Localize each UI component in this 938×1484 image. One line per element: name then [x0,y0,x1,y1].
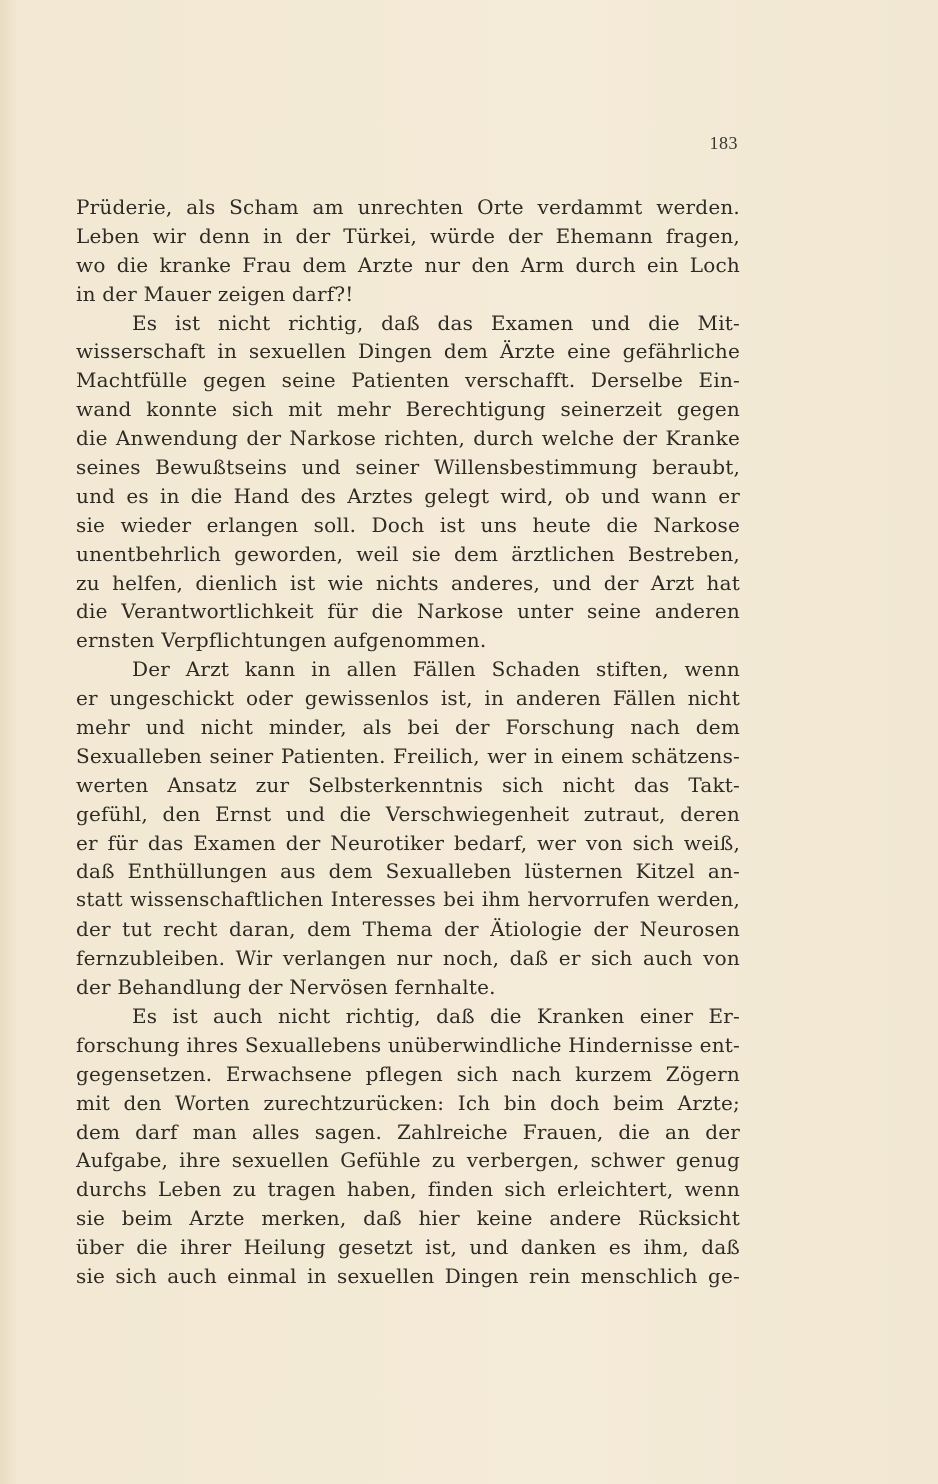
text-line: dem darf man alles sagen. Zahlreiche Frauen, die an der [76,1119,740,1144]
paragraph-start-line: Es ist nicht richtig, daß das Examen und die Mit- [132,310,740,335]
text-line: forschung ihres Sexuallebens unüberwindliche Hindernisse ent- [76,1032,740,1057]
text-line: wisserschaft in sexuellen Dingen dem Ärzte eine gefährliche [76,339,740,364]
text-line: Machtfülle gegen seine Patienten verschafft. Derselbe Ein- [76,368,740,393]
text-line: der Behandlung der Nervösen fernhalte. [76,975,496,1000]
text-line: und es in die Hand des Arztes gelegt wird, ob und wann er [76,483,740,508]
text-line: Sexualleben seiner Patienten. Freilich, wer in einem schätzens- [76,743,740,768]
text-line: über die ihrer Heilung gesetzt ist, und danken es ihm, daß [76,1235,740,1260]
text-line: Prüderie, als Scham am unrechten Orte verdammt werden. [76,195,740,219]
text-line: seines Bewußtseins und seiner Willensbestimmung beraubt, [76,455,740,480]
paragraph-start-line: Der Arzt kann in allen Fällen Schaden stiften, wenn [132,657,740,682]
text-line: in der Mauer zeigen darf?! [76,281,354,306]
text-line: sie wieder erlangen soll. Doch ist uns heute die Narkose [76,512,740,537]
text-line: gefühl, den Ernst und die Verschwiegenheit zutraut, deren [76,801,740,826]
text-line: die Anwendung der Narkose richten, durch welche der Kranke [76,426,740,451]
text-line: sie beim Arzte merken, daß hier keine andere Rücksicht [76,1206,740,1231]
text-line: er ungeschickt oder gewissenlos ist, in anderen Fällen nicht [76,686,740,711]
text-line: statt wissenschaftlichen Interesses bei ihm hervorrufen werden, [76,888,740,912]
text-line: mehr und nicht minder, als bei der Forschung nach dem [76,715,740,740]
text-line: Aufgabe, ihre sexuellen Gefühle zu verbergen, schwer genug [76,1148,740,1173]
text-line: unentbehrlich geworden, weil sie dem ärztlichen Bestreben, [76,541,740,566]
text-line: sie sich auch einmal in sexuellen Dingen rein menschlich ge- [76,1263,740,1288]
text-line: die Verantwortlichkeit für die Narkose unter seine anderen [76,599,740,624]
text-line: ernsten Verpflichtungen aufgenommen. [76,628,487,653]
text-line: mit den Worten zurechtzurücken: Ich bin doch beim Arzte; [76,1090,740,1115]
text-line: zu helfen, dienlich ist wie nichts anderes, und der Arzt hat [76,570,740,595]
text-line: fernzubleiben. Wir verlangen nur noch, daß er sich auch von [76,946,740,971]
text-line: gegensetzen. Erwachsene pflegen sich nach kurzem Zögern [76,1061,740,1086]
text-line: Leben wir denn in der Türkei, würde der Ehemann fragen, [76,223,740,248]
text-line: durchs Leben zu tragen haben, finden sich erleichtert, wenn [76,1177,740,1202]
text-line: wand konnte sich mit mehr Berechtigung seinerzeit gegen [76,397,740,422]
text-line: wo die kranke Frau dem Arzte nur den Arm durch ein Loch [76,252,740,277]
paragraph-start-line: Es ist auch nicht richtig, daß die Kranken einer Er- [132,1003,740,1028]
text-line: er für das Examen der Neurotiker bedarf, wer von sich weiß, [76,830,740,855]
text-line: werten Ansatz zur Selbsterkenntnis sich nicht das Takt- [76,772,740,797]
text-line: der tut recht daran, dem Thema der Ätiologie der Neurosen [76,917,740,942]
page-number: 183 [709,133,738,153]
text-line: daß Enthüllungen aus dem Sexualleben lüsternen Kitzel an- [76,859,740,884]
body-text [76,193,740,1291]
